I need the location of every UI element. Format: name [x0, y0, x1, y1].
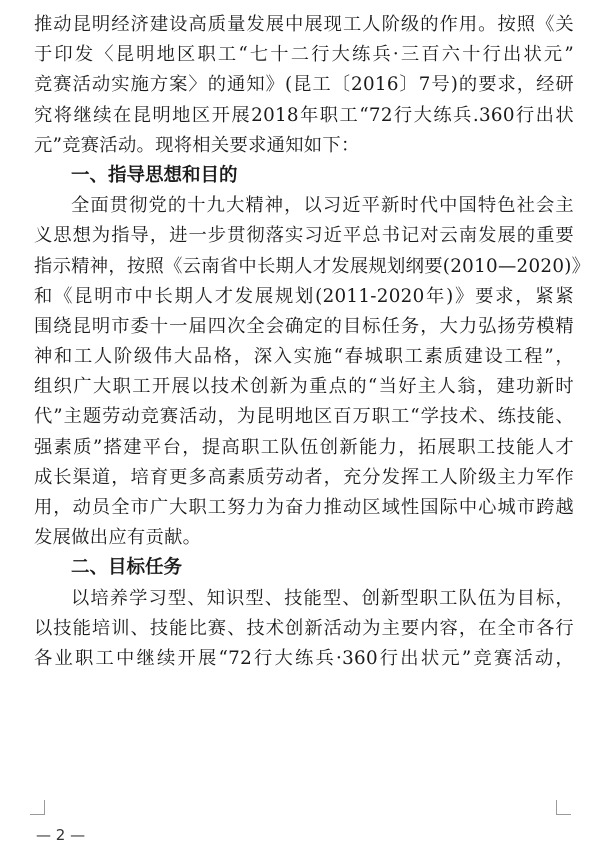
paragraph-line: 代”主题劳动竞赛活动，为昆明地区百万职工“学技术、练技能、 [34, 406, 574, 428]
document-body [34, 10, 591, 674]
paragraph-line: 竞赛活动实施方案〉的通知》(昆工〔2016〕7号)的要求，经研 [34, 74, 574, 96]
paragraph-line: 究将继续在昆明地区开展2018年职工“72行大练兵.360行出状 [34, 104, 574, 126]
page-number: — 2 — [36, 826, 86, 844]
paragraph-line: 以培养学习型、知识型、技能型、创新型职工队伍为目标， [71, 587, 574, 609]
paragraph-line: 围绕昆明市委十一届四次全会确定的目标任务，大力弘扬劳模精 [34, 315, 574, 337]
section-heading-goals: 二、目标任务 [71, 557, 183, 579]
paragraph-line: 元”竞赛活动。现将相关要求通知如下： [34, 134, 360, 156]
paragraph-line: 推动昆明经济建设高质量发展中展现工人阶级的作用。按照《关 [34, 14, 574, 35]
paragraph-line: 组织广大职工开展以技术创新为重点的“当好主人翁，建功新时 [34, 376, 574, 398]
paragraph-line: 发展做出应有贡献。 [34, 527, 202, 549]
margin-corner-mark-left [30, 800, 45, 815]
paragraph-line: 义思想为指导，进一步贯彻落实习近平总书记对云南发展的重要 [34, 225, 574, 247]
paragraph-line: 强素质”搭建平台，提高职工队伍创新能力，拓展职工技能人才 [34, 436, 574, 458]
margin-corner-mark-right [556, 800, 571, 815]
paragraph-line: 指示精神，按照《云南省中长期人才发展规划纲要(2010—2020)》 [34, 255, 591, 277]
paragraph-line: 成长渠道，培育更多高素质劳动者，充分发挥工人阶级主力军作 [34, 466, 574, 488]
paragraph-line: 用，动员全市广大职工努力为奋力推动区域性国际中心城市跨越 [34, 497, 574, 518]
paragraph-line: 和《昆明市中长期人才发展规划(2011-2020年)》要求，紧紧 [34, 285, 574, 307]
paragraph-line: 全面贯彻党的十九大精神，以习近平新时代中国特色社会主 [71, 195, 574, 217]
paragraph-line: 神和工人阶级伟大品格，深入实施“春城职工素质建设工程”， [34, 346, 574, 368]
section-heading-guiding-principles: 一、指导思想和目的 [71, 164, 238, 186]
paragraph-line: 各业职工中继续开展“72行大练兵·360行出状元”竞赛活动， [34, 647, 574, 669]
paragraph-line: 以技能培训、技能比赛、技术创新活动为主要内容，在全市各行 [34, 617, 574, 639]
paragraph-line: 于印发〈昆明地区职工“七十二行大练兵·三百六十行出状元” [34, 44, 574, 66]
